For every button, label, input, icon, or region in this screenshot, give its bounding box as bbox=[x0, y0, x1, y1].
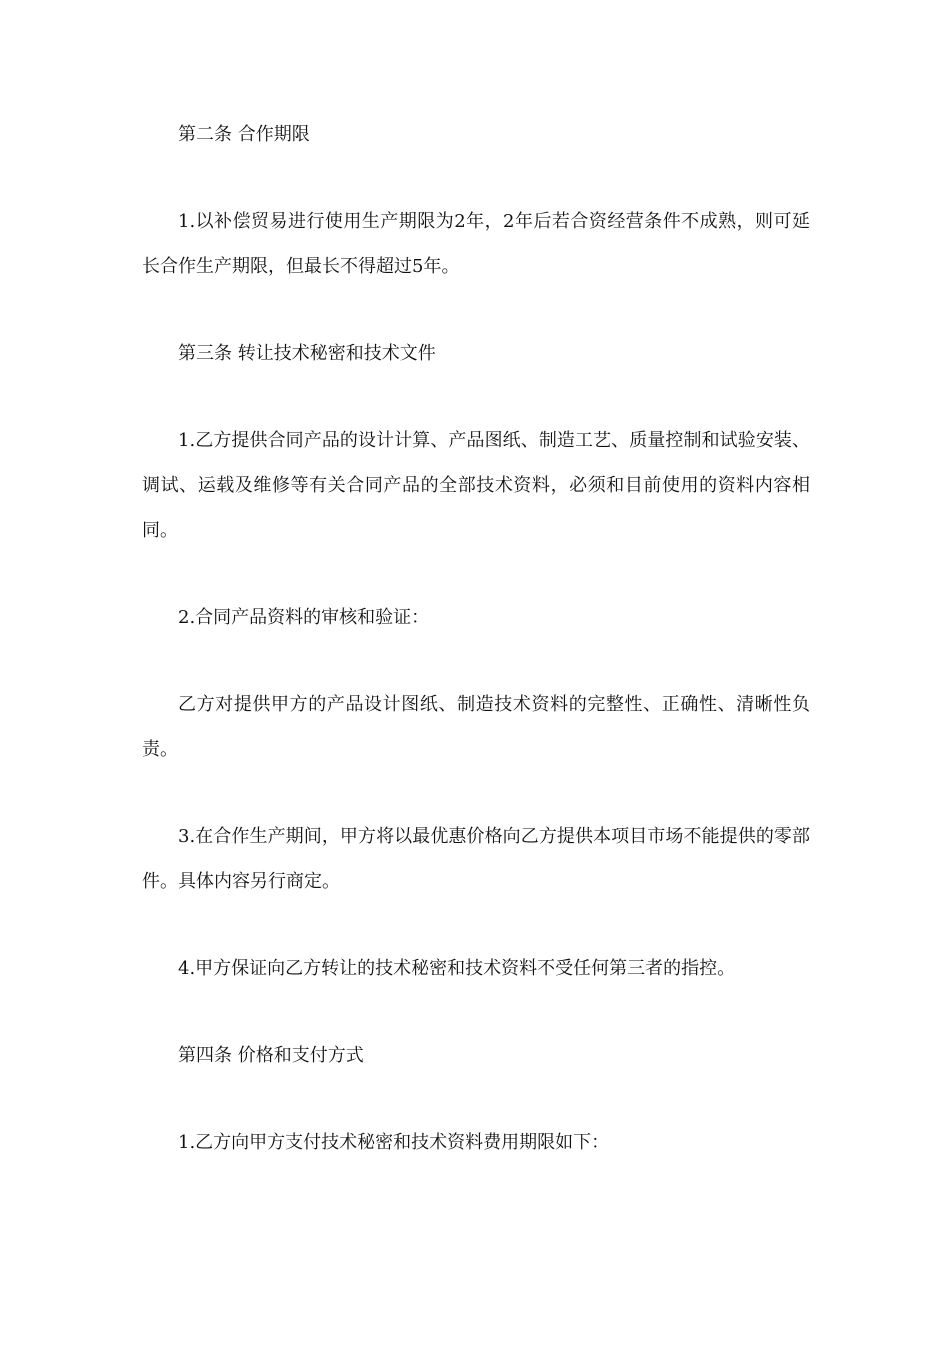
article-3-clause-4: 4.甲方保证向乙方转让的技术秘密和技术资料不受任何第三者的指控。 bbox=[178, 958, 736, 979]
article-4-clause-1: 1.乙方向甲方支付技术秘密和技术资料费用期限如下： bbox=[178, 1132, 610, 1153]
article-3-clause-2-detail: 乙方对提供甲方的产品设计图纸、制造技术资料的完整性、正确性、清晰性负责。 bbox=[142, 694, 810, 760]
article-4-heading: 第四条 价格和支付方式 bbox=[178, 1045, 364, 1066]
article-2-clause-1: 1.以补偿贸易进行使用生产期限为2年，2年后若合资经营条件不成熟，则可延长合作生产期限，但最长不得超过5年。 bbox=[142, 211, 810, 277]
article-3-clause-3: 3.在合作生产期间，甲方将以最优惠价格向乙方提供本项目市场不能提供的零部件。具体内容另行商定。 bbox=[142, 826, 810, 892]
article-2-heading: 第二条 合作期限 bbox=[178, 124, 310, 145]
article-3-clause-2: 2.合同产品资料的审核和验证： bbox=[178, 607, 430, 628]
document-body bbox=[142, 112, 810, 1207]
article-3-heading: 第三条 转让技术秘密和技术文件 bbox=[178, 343, 436, 364]
article-3-clause-1: 1.乙方提供合同产品的设计计算、产品图纸、制造工艺、质量控制和试验安装、调试、运载及维修等有关合同产品的全部技术资料，必须和目前使用的资料内容相同。 bbox=[142, 430, 810, 541]
